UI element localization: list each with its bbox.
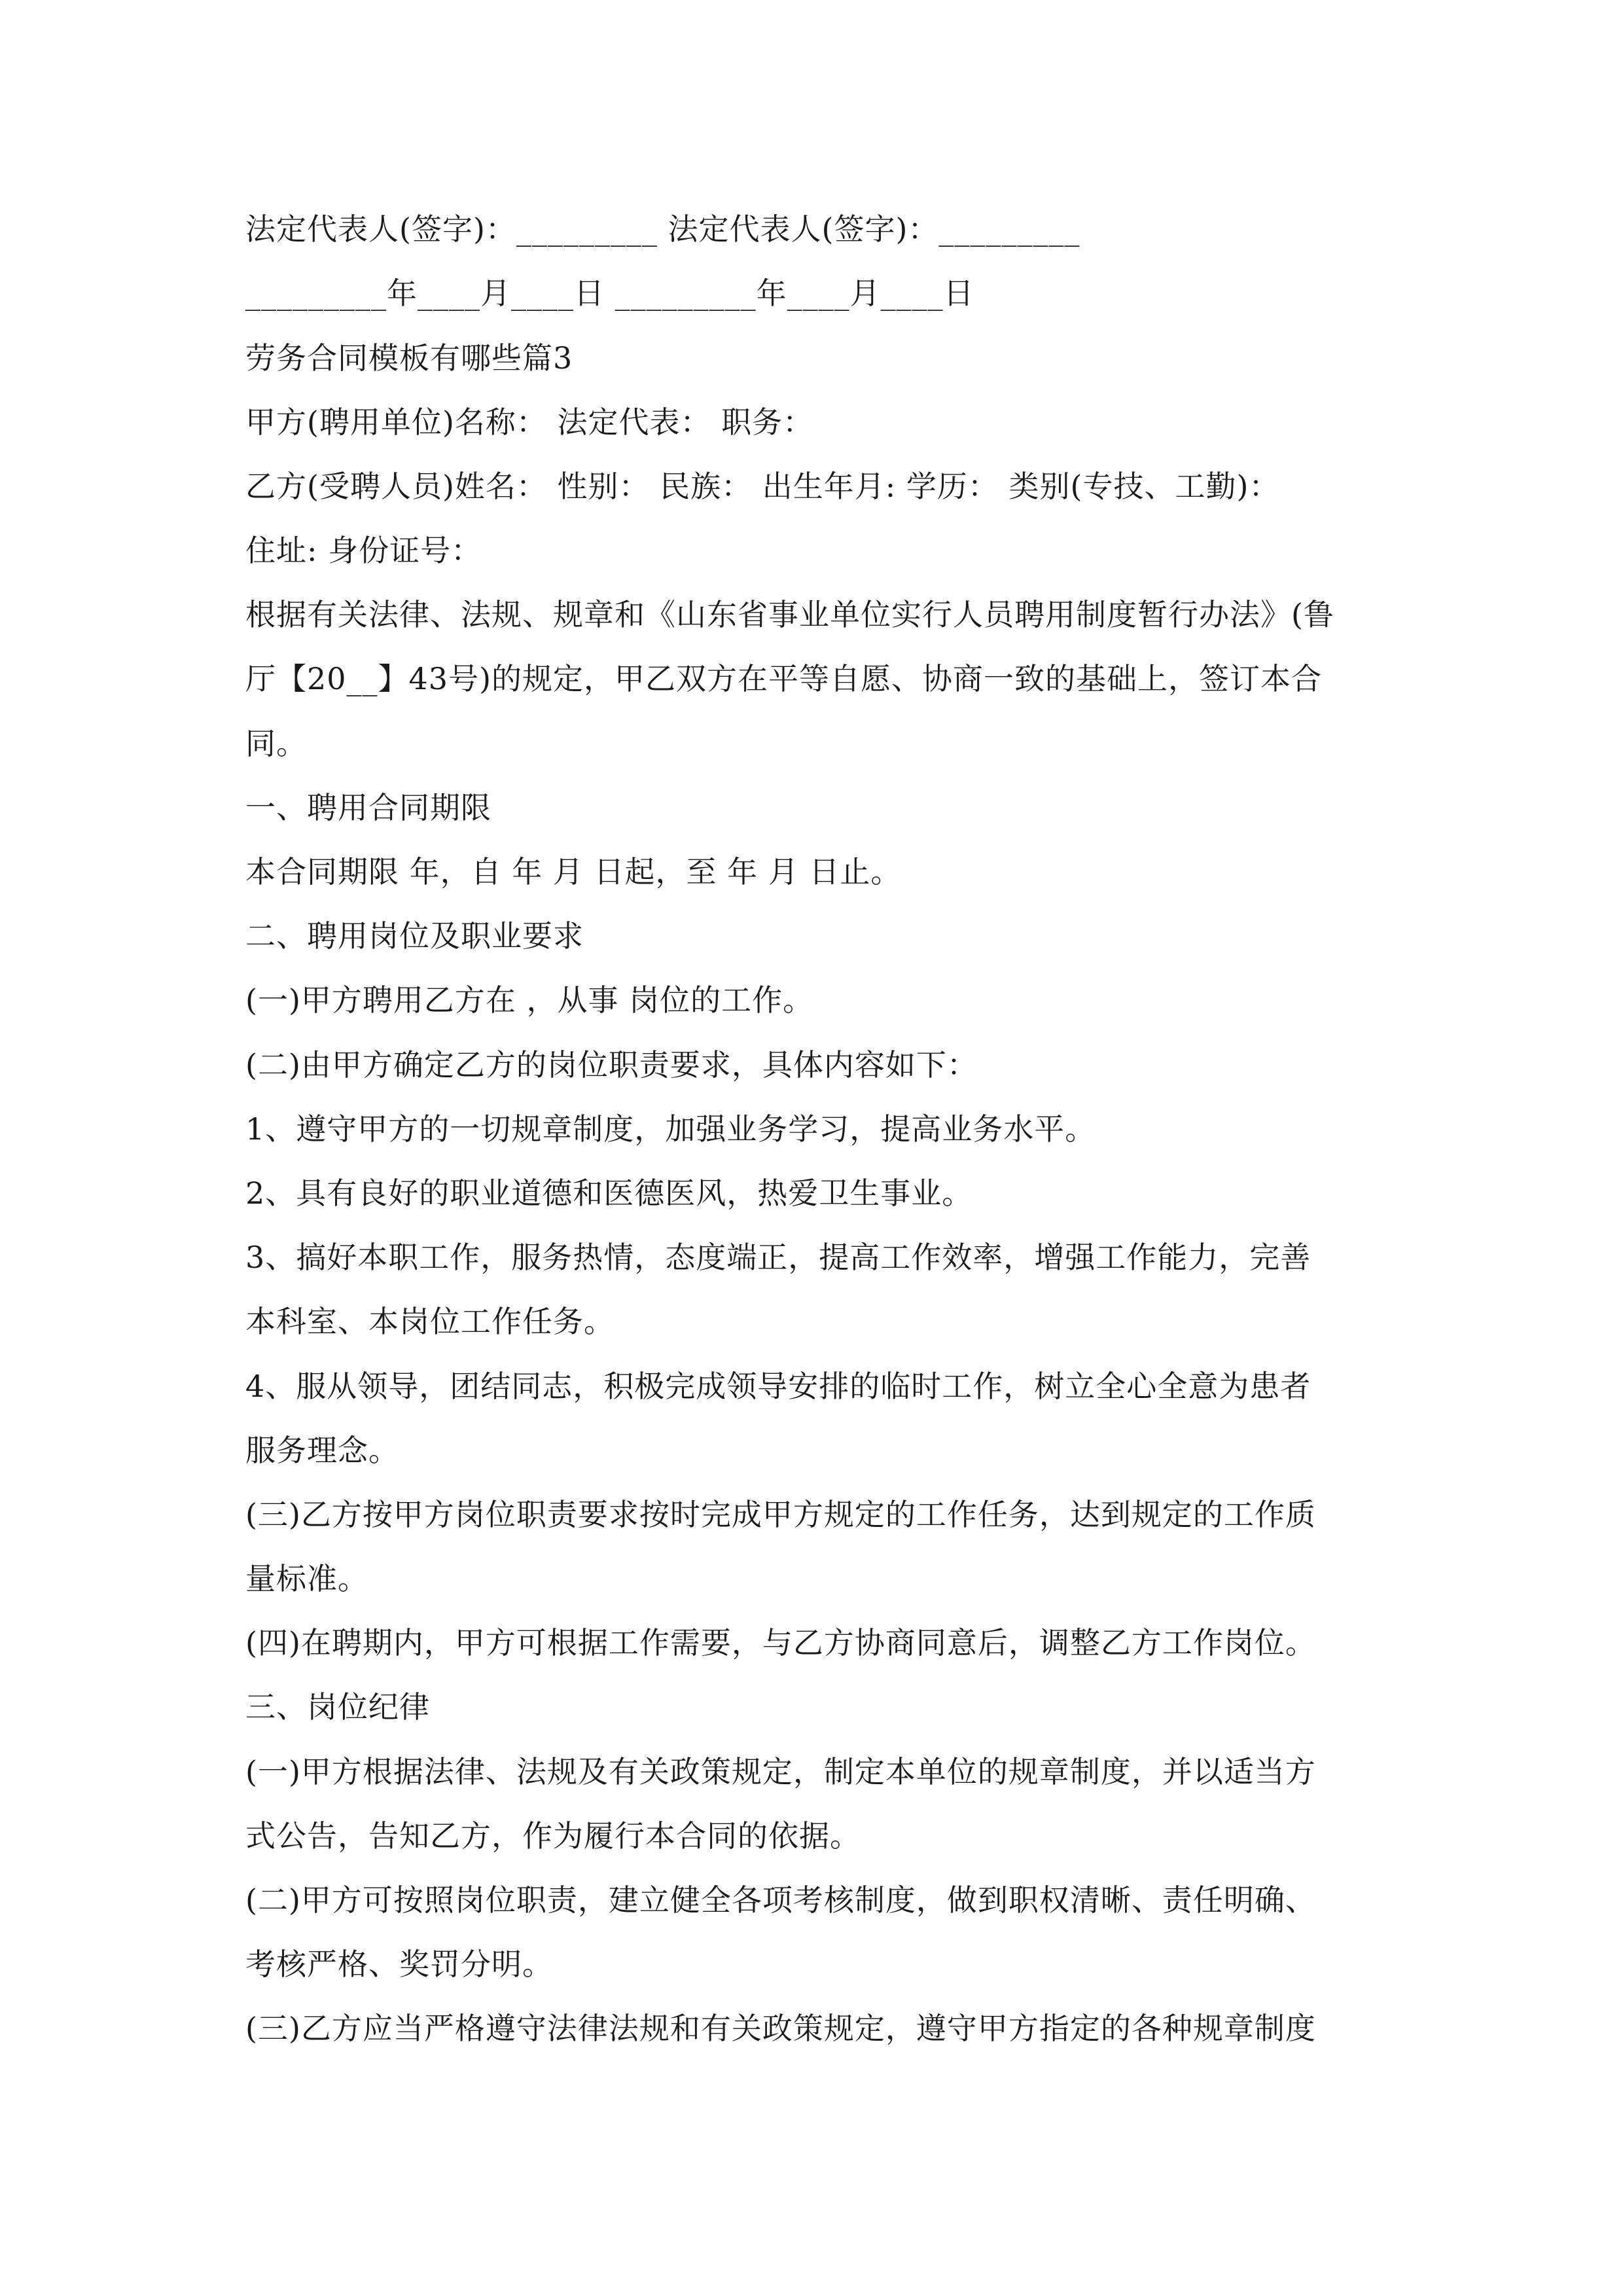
paragraph-line: (四)在聘期内，甲方可根据工作需要，与乙方协商同意后，调整乙方工作岗位。 bbox=[245, 1625, 1316, 1660]
paragraph-line: 厅【20__】43号)的规定，甲乙双方在平等自愿、协商一致的基础上，签订本合 bbox=[245, 661, 1323, 696]
paragraph-line: 量标准。 bbox=[245, 1561, 368, 1596]
paragraph-line: (二)甲方可按照岗位职责，建立健全各项考核制度，做到职权清晰、责任明确、 bbox=[245, 1882, 1316, 1918]
paragraph-line: (二)由甲方确定乙方的岗位职责要求，具体内容如下： bbox=[245, 1047, 978, 1083]
paragraph-line: (三)乙方按甲方岗位职责要求按时完成甲方规定的工作任务，达到规定的工作质 bbox=[245, 1497, 1316, 1532]
paragraph-line: (三)乙方应当严格遵守法律法规和有关政策规定，遵守甲方指定的各种规章制度 bbox=[245, 2011, 1316, 2046]
paragraph-line: 本合同期限 年，自 年 月 日起，至 年 月 日止。 bbox=[245, 854, 902, 889]
list-item: 3、搞好本职工作，服务热情，态度端正，提高工作效率，增强工作能力，完善 bbox=[245, 1240, 1311, 1275]
paragraph-line: 考核严格、奖罚分明。 bbox=[245, 1946, 553, 1982]
date-line: _________年____月____日 _________年____月____日 bbox=[245, 276, 974, 311]
list-item: 服务理念。 bbox=[245, 1433, 399, 1468]
heading-line: 三、岗位纪律 bbox=[245, 1689, 430, 1725]
list-item: 本科室、本岗位工作任务。 bbox=[245, 1304, 615, 1339]
list-item: 4、服从领导，团结同志，积极完成领导安排的临时工作，树立全心全意为患者 bbox=[245, 1369, 1311, 1404]
paragraph-line: 根据有关法律、法规、规章和《山东省事业单位实行人员聘用制度暂行办法》(鲁 bbox=[245, 597, 1334, 632]
heading-line: 一、聘用合同期限 bbox=[245, 790, 491, 825]
list-item: 1、遵守甲方的一切规章制度，加强业务学习，提高业务水平。 bbox=[245, 1111, 1096, 1147]
party-a-line: 甲方(聘用单位)名称： 法定代表： 职务： bbox=[245, 404, 814, 440]
paragraph-line: (一)甲方根据法律、法规及有关政策规定，制定本单位的规章制度，并以适当方 bbox=[245, 1754, 1316, 1789]
signature-line: 法定代表人(签字)：_________ 法定代表人(签字)：_________ bbox=[245, 211, 1080, 247]
paragraph-line: 同。 bbox=[245, 726, 307, 761]
section-title: 劳务合同模板有哪些篇3 bbox=[245, 340, 573, 376]
party-b-line: 乙方(受聘人员)姓名： 性别： 民族： 出生年月: 学历： 类别(专技、工勤)： bbox=[245, 469, 1280, 504]
paragraph-line: (一)甲方聘用乙方在 ，从事 岗位的工作。 bbox=[245, 982, 814, 1018]
heading-line: 二、聘用岗位及职业要求 bbox=[245, 918, 584, 954]
paragraph-line: 式公告，告知乙方，作为履行本合同的依据。 bbox=[245, 1818, 861, 1854]
address-line: 住址: 身份证号： bbox=[245, 533, 482, 568]
list-item: 2、具有良好的职业道德和医德医风，热爱卫生事业。 bbox=[245, 1175, 973, 1211]
